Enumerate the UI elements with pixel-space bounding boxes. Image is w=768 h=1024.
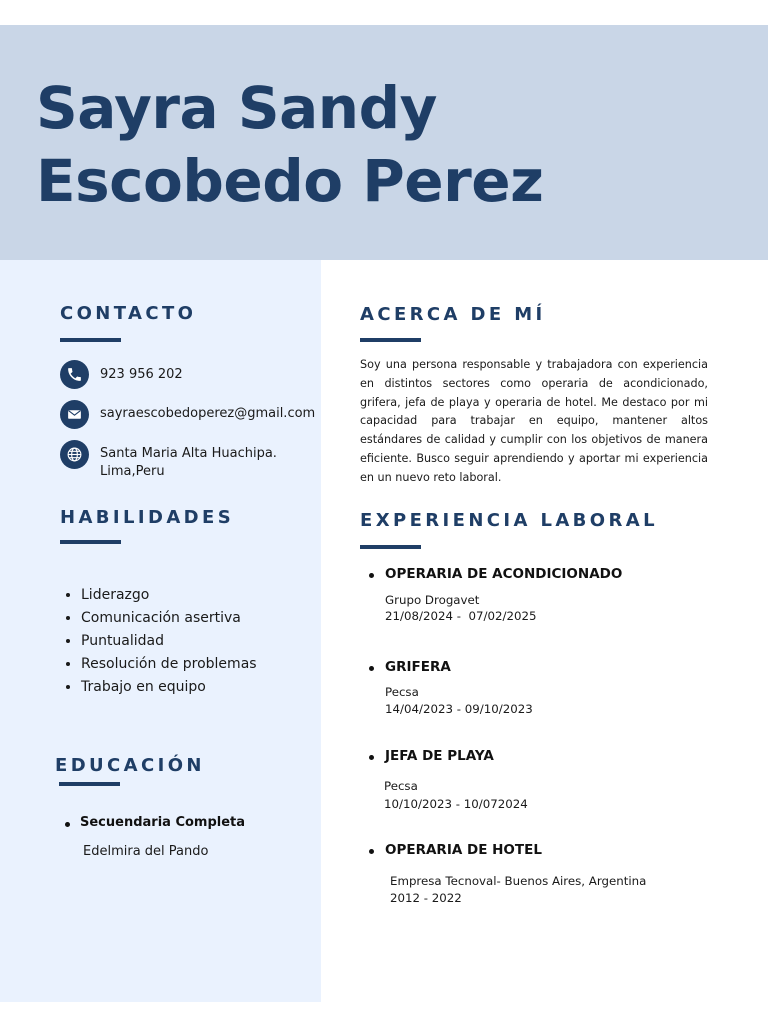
job-company: Pecsa: [385, 685, 419, 699]
contact-heading-rule: [60, 338, 121, 342]
job-dates: 14/04/2023 - 09/10/2023: [385, 702, 533, 716]
job-bullet: [369, 849, 374, 854]
skills-heading: HABILIDADES: [60, 507, 235, 528]
phone-icon: [60, 360, 89, 389]
education-heading-rule: [59, 782, 120, 786]
name-line-1: Sayra Sandy: [36, 74, 437, 142]
skill-item: • Comunicación asertiva: [81, 607, 257, 630]
education-bullet: [65, 822, 70, 827]
job-dates: 10/10/2023 - 10/072024: [384, 797, 528, 811]
education-heading: EDUCACIÓN: [55, 755, 205, 776]
job-company: Empresa Tecnoval- Buenos Aires, Argentina: [390, 874, 647, 888]
job-company: Pecsa: [384, 779, 418, 793]
contact-email: sayraescobedoperez@gmail.com: [100, 406, 316, 421]
job-title: OPERARIA DE ACONDICIONADO: [385, 566, 623, 582]
email-icon: [60, 400, 89, 429]
skills-list: [60, 584, 257, 699]
globe-icon: [60, 440, 89, 469]
experience-heading-rule: [360, 545, 421, 549]
contact-phone: 923 956 202: [100, 367, 183, 382]
full-name: [36, 72, 543, 218]
contact-address-line2: Lima,Peru: [100, 464, 165, 479]
about-heading: ACERCA DE MÍ: [360, 304, 546, 325]
skills-heading-rule: [60, 540, 121, 544]
skill-item: • Liderazgo: [81, 584, 257, 607]
contact-address-line1: Santa Maria Alta Huachipa.: [100, 446, 277, 461]
experience-heading: EXPERIENCIA LABORAL: [360, 510, 658, 531]
skill-item: • Resolución de problemas: [81, 653, 257, 676]
education-school: Edelmira del Pando: [83, 844, 209, 859]
job-title: JEFA DE PLAYA: [385, 748, 494, 764]
job-bullet: [369, 573, 374, 578]
contact-heading: CONTACTO: [60, 303, 197, 324]
skill-item: • Trabajo en equipo: [81, 676, 257, 699]
job-title: OPERARIA DE HOTEL: [385, 842, 542, 858]
job-title: GRIFERA: [385, 659, 451, 675]
education-title: Secuendaria Completa: [80, 815, 246, 830]
skill-item: • Puntualidad: [81, 630, 257, 653]
job-dates: 2012 - 2022: [390, 891, 462, 905]
job-bullet: [369, 755, 374, 760]
job-company: Grupo Drogavet: [385, 593, 480, 607]
about-heading-rule: [360, 338, 421, 342]
about-text: Soy una persona responsable y trabajadora con experiencia en distintos sectores como operaria de acondicionado, grifera, jefa de playa y operaria de hotel. Me destaco por mi capacidad para trabajar en equipo, mantener altos estándares de calidad y cumplir con los objetivos de manera eficiente. Busco seguir aprendiendo y aportar mi experiencia en un nuevo reto laboral.: [360, 358, 708, 484]
job-bullet: [369, 666, 374, 671]
job-dates: 21/08/2024 - 07/02/2025: [385, 609, 537, 623]
name-line-2: Escobedo Perez: [36, 147, 544, 215]
